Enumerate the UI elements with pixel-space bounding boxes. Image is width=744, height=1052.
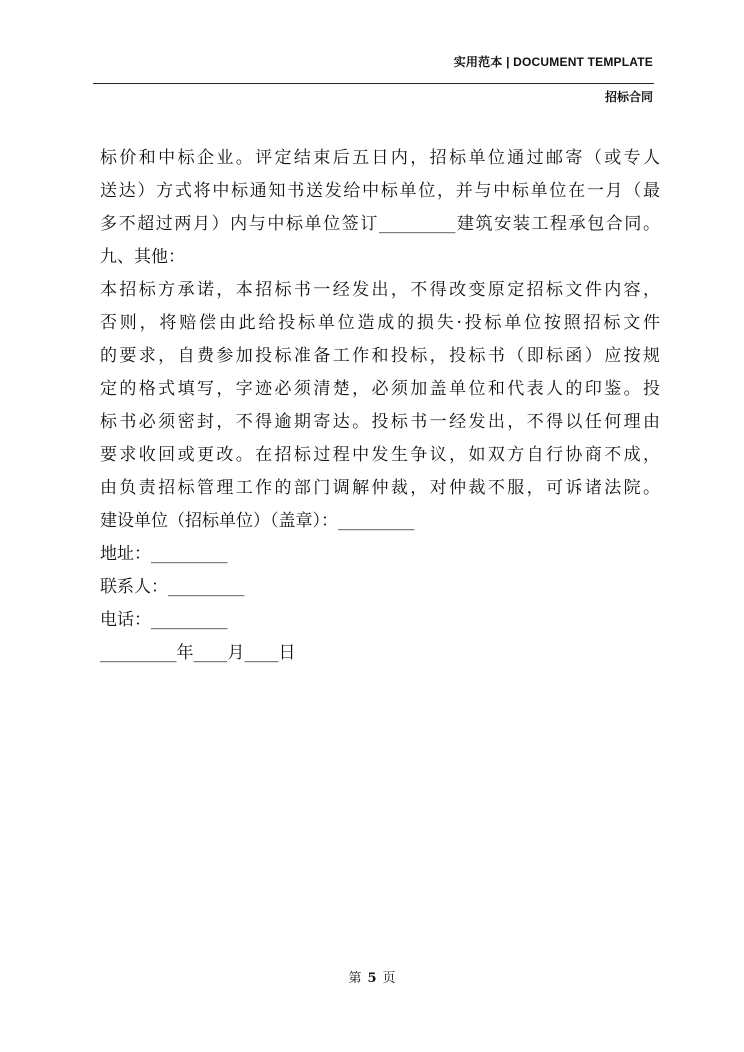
body-line: 由负责招标管理工作的部门调解仲裁，对仲裁不服，可诉诸法院。	[100, 478, 660, 498]
body-line: 送达）方式将中标通知书送发给中标单位，并与中标单位在一月（最	[100, 181, 660, 201]
body-line: 标价和中标企业。评定结束后五日内，招标单位通过邮寄（或专人	[100, 148, 660, 168]
page-label-prefix: 第	[348, 971, 362, 986]
signature-field-address: 地址：_________	[100, 544, 228, 564]
document-body	[100, 142, 660, 670]
body-line: 本招标方承诺，本招标书一经发出，不得改变原定招标文件内容，	[100, 280, 660, 300]
document-header-title: 实用范本 | DOCUMENT TEMPLATE	[453, 55, 653, 69]
body-line: 否则，将赔偿由此给投标单位造成的损失·投标单位按照招标文件	[100, 313, 660, 333]
page-number: 5	[367, 971, 377, 986]
section-heading-other: 九、其他：	[100, 247, 185, 267]
signature-field-date: _________年____月____日	[100, 643, 296, 663]
page-footer	[0, 967, 744, 986]
signature-field-contact: 联系人：_________	[100, 577, 245, 597]
header-divider	[93, 83, 654, 84]
body-line: 的要求，自费参加投标准备工作和投标，投标书（即标函）应按规	[100, 346, 660, 366]
document-header-subtitle: 招标合同	[604, 90, 653, 104]
signature-field-phone: 电话：_________	[100, 610, 228, 630]
body-line: 标书必须密封，不得逾期寄达。投标书一经发出，不得以任何理由	[100, 412, 660, 432]
body-line: 定的格式填写，字迹必须清楚，必须加盖单位和代表人的印鉴。投	[100, 379, 660, 399]
signature-field-builder: 建设单位（招标单位）（盖章）：_________	[100, 511, 415, 531]
page-label-suffix: 页	[382, 971, 396, 986]
body-line: 要求收回或更改。在招标过程中发生争议，如双方自行协商不成，	[100, 445, 660, 465]
body-line: 多不超过两月）内与中标单位签订_________建筑安装工程承包合同。	[100, 214, 660, 234]
